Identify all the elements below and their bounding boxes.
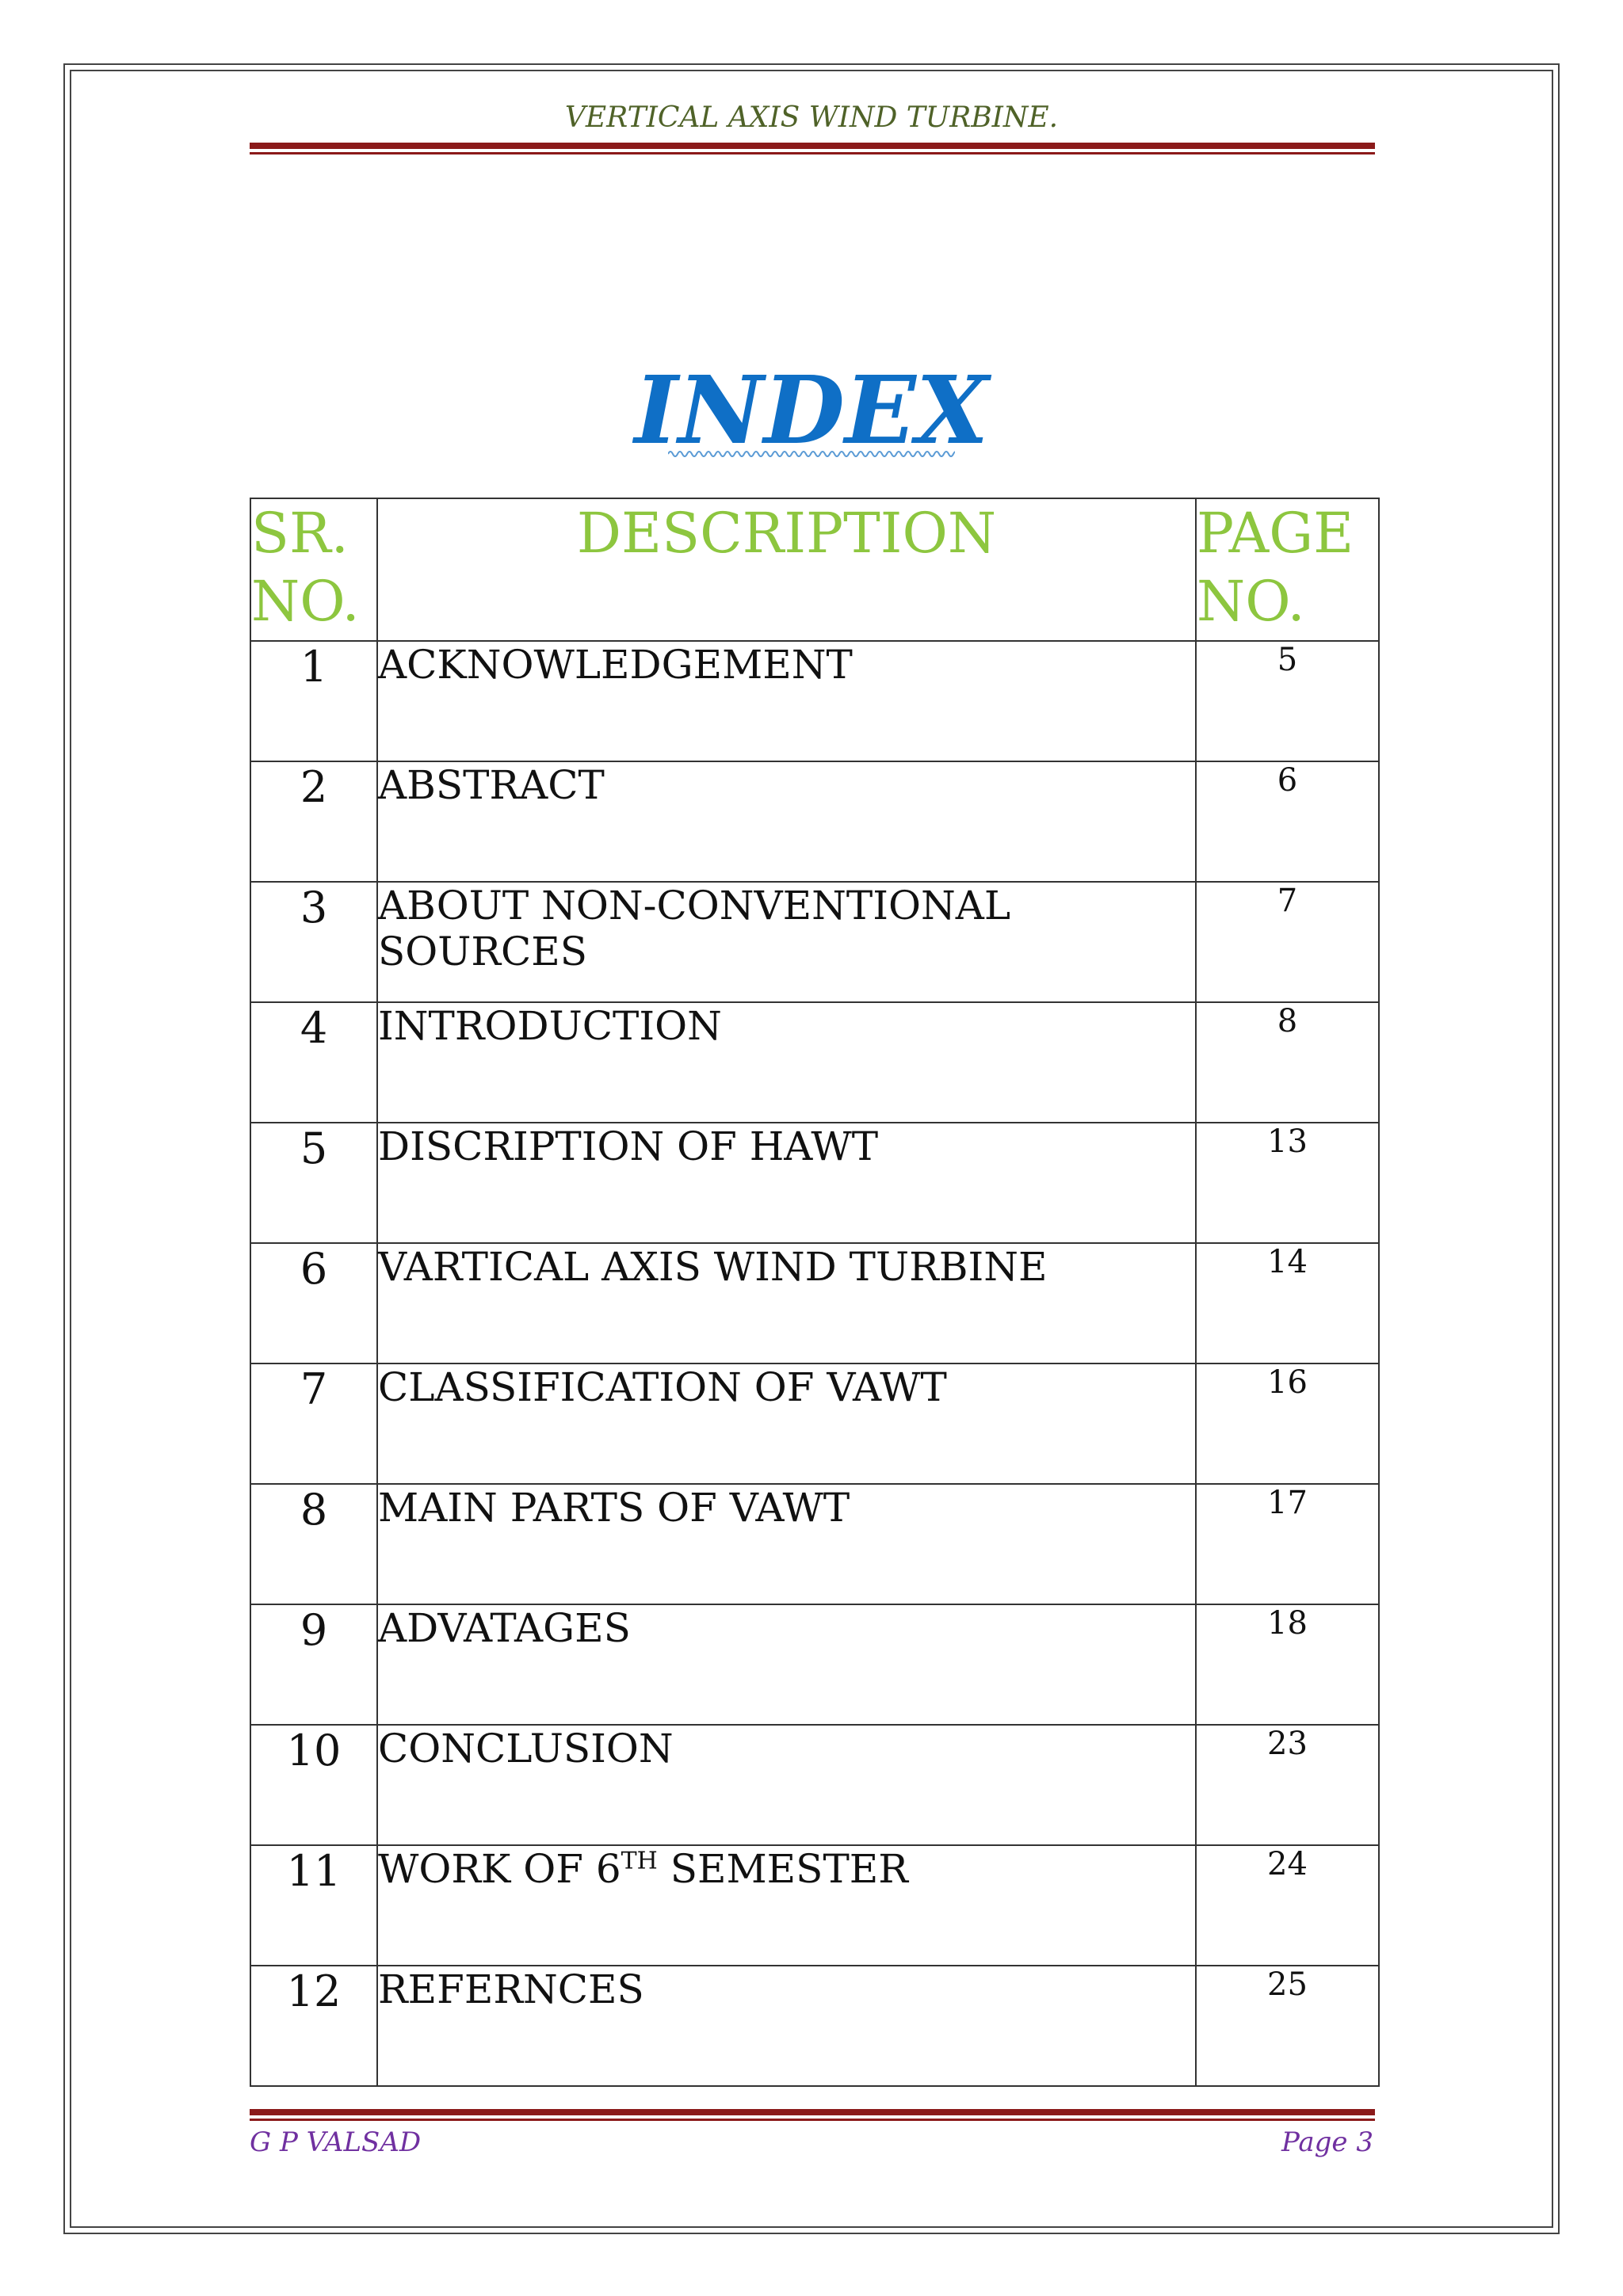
row-page: 18 [1196, 1604, 1379, 1725]
row-description: ACKNOWLEDGEMENT [377, 641, 1196, 761]
row-sr: 4 [250, 1002, 377, 1123]
footer-institution: G P VALSAD [250, 2126, 422, 2158]
row-page: 17 [1196, 1484, 1379, 1604]
table-row [250, 1966, 1379, 2086]
row-sr: 9 [250, 1604, 377, 1725]
table-row [250, 1123, 1379, 1243]
row-page: 14 [1196, 1243, 1379, 1363]
row-description: ADVATAGES [377, 1604, 1196, 1725]
row-description: DISCRIPTION OF HAWT [377, 1123, 1196, 1243]
table-row [250, 1243, 1379, 1363]
running-header: VERTICAL AXIS WIND TURBINE. [564, 101, 1059, 134]
table-row [250, 1725, 1379, 1845]
header-rule [250, 143, 1375, 154]
index-table [250, 498, 1380, 2087]
table-row [250, 1002, 1379, 1123]
row-description: MAIN PARTS OF VAWT [377, 1484, 1196, 1604]
header-description: DESCRIPTION [377, 498, 1196, 641]
spellcheck-squiggle [668, 448, 955, 460]
row-sr: 1 [250, 641, 377, 761]
description-text: WORK OF 6 [378, 1846, 621, 1892]
row-description [377, 1845, 1196, 1966]
row-page: 6 [1196, 761, 1379, 882]
header-page-no: PAGE NO. [1196, 498, 1379, 641]
row-page: 24 [1196, 1845, 1379, 1966]
table-header-row [250, 498, 1379, 641]
table-row [250, 1484, 1379, 1604]
table-row [250, 882, 1379, 1002]
row-description: CONCLUSION [377, 1725, 1196, 1845]
row-page: 23 [1196, 1725, 1379, 1845]
description-text: SEMESTER [657, 1846, 908, 1892]
row-page: 13 [1196, 1123, 1379, 1243]
row-sr: 10 [250, 1725, 377, 1845]
row-sr: 12 [250, 1966, 377, 2086]
row-sr: 5 [250, 1123, 377, 1243]
row-sr: 3 [250, 882, 377, 1002]
row-sr: 8 [250, 1484, 377, 1604]
table-row [250, 1363, 1379, 1484]
row-description: CLASSIFICATION OF VAWT [377, 1363, 1196, 1484]
superscript: TH [621, 1847, 658, 1875]
row-description: INTRODUCTION [377, 1002, 1196, 1123]
row-description: ABOUT NON-CONVENTIONAL SOURCES [377, 882, 1196, 1002]
header-sr-no: SR. NO. [250, 498, 377, 641]
row-page: 25 [1196, 1966, 1379, 2086]
page-title: INDEX [634, 355, 989, 465]
table-row [250, 1604, 1379, 1725]
row-page: 8 [1196, 1002, 1379, 1123]
row-sr: 2 [250, 761, 377, 882]
row-sr: 7 [250, 1363, 377, 1484]
page-number: Page 3 [1281, 2126, 1373, 2158]
row-page: 16 [1196, 1363, 1379, 1484]
footer-rule [250, 2109, 1375, 2121]
row-description: REFERNCES [377, 1966, 1196, 2086]
row-sr: 6 [250, 1243, 377, 1363]
table-row [250, 641, 1379, 761]
table-row [250, 761, 1379, 882]
table-row [250, 1845, 1379, 1966]
row-sr: 11 [250, 1845, 377, 1966]
row-page: 5 [1196, 641, 1379, 761]
row-description: ABSTRACT [377, 761, 1196, 882]
row-page: 7 [1196, 882, 1379, 1002]
row-description: VARTICAL AXIS WIND TURBINE [377, 1243, 1196, 1363]
